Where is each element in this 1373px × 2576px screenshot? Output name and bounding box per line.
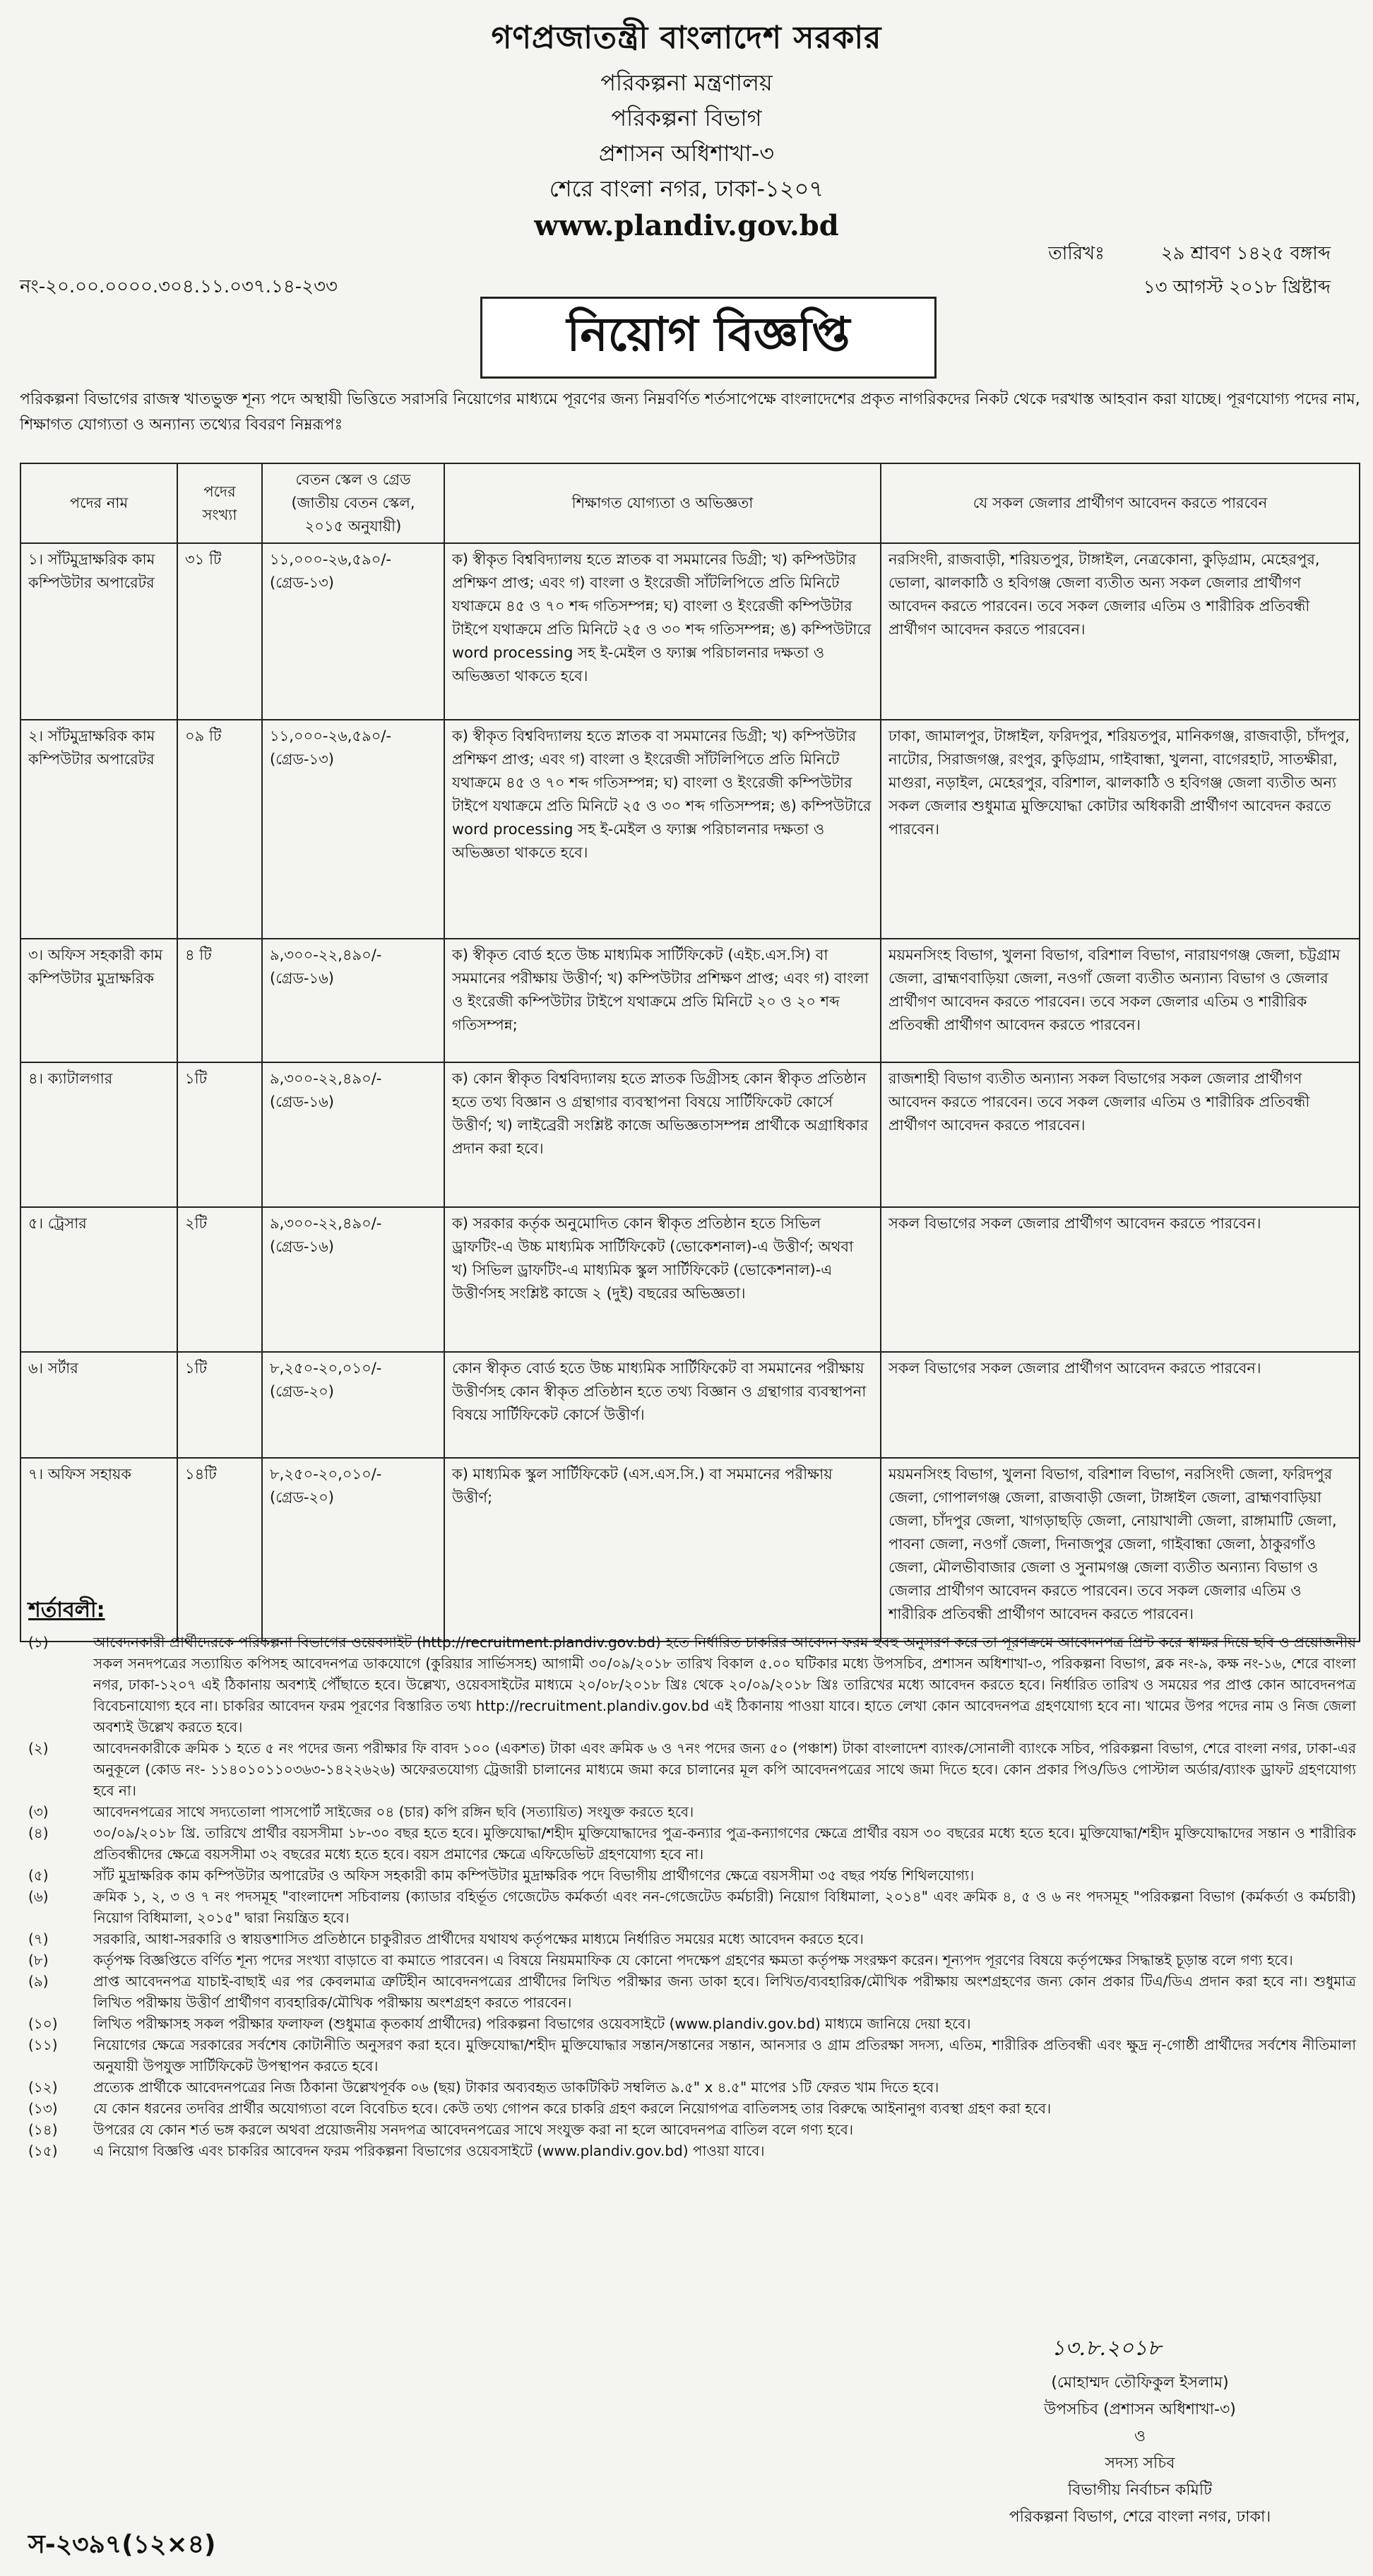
condition-number: (৪) bbox=[28, 1824, 49, 1841]
signature-block bbox=[970, 2370, 1309, 2531]
condition-number: (৫) bbox=[28, 1867, 49, 1884]
pay-scale: ৮,২৫০-২০,০১০/- (গ্রেড-২০) bbox=[262, 1458, 444, 1642]
list-item bbox=[21, 2034, 1356, 2077]
column-header: যে সকল জেলার প্রার্থীগণ আবেদন করতে পারবেন bbox=[881, 463, 1360, 543]
condition-number: (১০) bbox=[28, 2015, 58, 2032]
office-address: শেরে বাংলা নগর, ঢাকা-১২০৭ bbox=[549, 175, 824, 202]
list-item bbox=[21, 1865, 1356, 1886]
condition-number: (১১) bbox=[28, 2036, 58, 2053]
list-item bbox=[21, 1971, 1356, 2013]
date-bangla: ২৯ শ্রাবণ ১৪২৫ বঙ্গাব্দ bbox=[1160, 243, 1331, 264]
intro-paragraph: পরিকল্পনা বিভাগের রাজস্ব খাতভুক্ত শূন্য পদে অস্থায়ী ভিত্তিতে সরাসরি নিয়োগের মাধ্যমে পূরণের জন্য নিম্নবর্ণিত শর্তসাপেক্ষে বাংলাদেশের প্রকৃত নাগরিকদের নিকট থেকে দরখাস্ত আহবান করা যাচ্ছে। পূরণযোগ্য পদের নাম, শিক্ষাগত যোগ্যতা ও অন্যান্য তথ্যের বিবরণ নিম্নরূপঃ bbox=[20, 391, 1360, 434]
table-row bbox=[20, 939, 1360, 1062]
signature-and: ও bbox=[1134, 2428, 1146, 2445]
column-header: পদের নাম bbox=[20, 463, 177, 543]
list-item bbox=[21, 1822, 1356, 1865]
publication-code: স-২৩৯৭(১২×৪) bbox=[28, 2530, 216, 2559]
condition-number: (১২) bbox=[28, 2079, 58, 2096]
condition-number: (১৫) bbox=[28, 2142, 58, 2159]
post-count: ২টি bbox=[177, 1207, 262, 1352]
vacancy-table bbox=[20, 463, 1360, 1642]
condition-number: (২) bbox=[28, 1740, 49, 1757]
eligible-districts: সকল বিভাগের সকল জেলার প্রার্থীগণ আবেদন করতে পারবেন। bbox=[881, 1207, 1360, 1352]
post-count: ১টি bbox=[177, 1062, 262, 1207]
condition-number: (১৪) bbox=[28, 2121, 58, 2138]
condition-text: লিখিত পরীক্ষাসহ সকল পরীক্ষার ফলাফল (শুধুমাত্র কৃতকার্য প্রার্থীদের) পরিকল্পনা বিভাগের ওয়েবসাইটে (www.plandiv.gov.bd) মাধ্যমে জানিয়ে দেয়া হবে। bbox=[93, 2015, 971, 2032]
table-row bbox=[20, 1458, 1360, 1642]
condition-number: (১৩) bbox=[28, 2100, 58, 2117]
condition-text: আবেদনকারী প্রার্থীদেরকে পরিকল্পনা বিভাগের ওয়েবসাইট (http://recruitment.plandiv.gov.bd) হতে নির্ধারিত চাকরির আবেদন ফরম হুবহু অনুসরণ করে তা পূরণক্রমে আবেদনপত্র প্রিন্ট করে স্বাক্ষর দিয়ে ছবি ও প্রয়োজনীয় সকল সনদপত্রের সত্যায়িত কপিসহ আবেদনপত্র ডাকযোগে (কুরিয়ার সার্ভিসসহ) আগামী ৩০/০৯/২০১৮ তারিখ বিকাল ৫.০০ ঘটিকার মধ্যে উপসচিব, প্রশাসন অধিশাখা-৩, পরিকল্পনা বিভাগ, ব্লক নং-৯, কক্ষ নং-১৬, শেরে বাংলা নগর, ঢাকা-১২০৭ এই ঠিকানায় অবশ্যই পৌঁছাতে হবে। উল্লেখ্য, ওয়েবসাইটের মাধ্যমে ২০/০৮/২০১৮ খ্রিঃ থেকে ২০/০৯/২০১৮ খ্রিঃ তারিখের মধ্যে আবেদন করতে হবে। নির্ধারিত তারিখ ও সময়ের পর প্রাপ্ত কোন আবেদনপত্র বিবেচনাযোগ্য হবে না। চাকরির আবেদন ফরম পূরণের বিস্তারিত তথ্য http://recruitment.plandiv.gov.bd এই ঠিকানায় পাওয়া যাবে। হাতে লেখা কোন আবেদনপত্র গ্রহণযোগ্য হবে না। খামের উপর পদের নাম ও নিজ জেলা অবশ্যই উল্লেখ করতে হবে। bbox=[93, 1634, 1356, 1735]
column-header: শিক্ষাগত যোগ্যতা ও অভিজ্ঞতা bbox=[444, 463, 881, 543]
list-item bbox=[21, 1738, 1356, 1801]
post-count: ৪ টি bbox=[177, 939, 262, 1062]
ministry-name: পরিকল্পনা মন্ত্রণালয় bbox=[600, 69, 773, 96]
pay-scale: ১১,০০০-২৬,৫৯০/- (গ্রেড-১৩) bbox=[262, 720, 444, 939]
list-item bbox=[21, 2077, 1356, 2098]
list-item bbox=[21, 2140, 1356, 2161]
list-item bbox=[21, 1632, 1356, 1738]
branch-name: প্রশাসন অধিশাখা-৩ bbox=[598, 140, 775, 167]
condition-text: ৩০/০৯/২০১৮ খ্রি. তারিখে প্রার্থীর বয়সসীমা ১৮-৩০ বছর হতে হবে। মুক্তিযোদ্ধা/শহীদ মুক্তিযোদ্ধাদের পুত্র-কন্যার পুত্র-কন্যাগণের ক্ষেত্রে প্রার্থীর বয়স ৩০ বছরের মধ্যে হতে হবে। মুক্তিযোদ্ধা/শহীদ মুক্তিযোদ্ধাদের সন্তান ও শারীরিক প্রতিবন্ধীদের ক্ষেত্রে বয়সসীমা ৩২ বছরের মধ্যে হতে হবে। বয়স প্রমাণের ক্ষেত্রে এফিডেভিট গ্রহণযোগ্য হবে না। bbox=[93, 1824, 1356, 1863]
list-item bbox=[21, 1886, 1356, 1928]
post-count: ১৪টি bbox=[177, 1458, 262, 1642]
qualification: ক) মাধ্যমিক স্কুল সার্টিফিকেট (এস.এস.সি.) বা সমমানের পরীক্ষায় উত্তীর্ণ; bbox=[444, 1458, 881, 1642]
condition-number: (১) bbox=[28, 1634, 49, 1651]
condition-number: (৬) bbox=[28, 1888, 49, 1905]
qualification: ক) কোন স্বীকৃত বিশ্ববিদ্যালয় হতে স্নাতক ডিগ্রীসহ কোন স্বীকৃত প্রতিষ্ঠান হতে তথ্য বিজ্ঞান ও গ্রন্থাগার ব্যবস্থাপনা বিষয়ে সার্টিফিকেট কোর্সে উত্তীর্ণ; খ) লাইব্রেরী সংশ্লিষ্ট কাজে অভিজ্ঞতাসম্পন্ন প্রার্থীকে অগ্রাধিকার প্রদান করা হবে। bbox=[444, 1062, 881, 1207]
condition-number: (৩) bbox=[28, 1803, 49, 1820]
conditions-heading: শর্তাবলী: bbox=[28, 1598, 105, 1622]
post-name: ৬। সর্টার bbox=[20, 1352, 177, 1458]
post-name: ৭। অফিস সহায়ক bbox=[20, 1458, 177, 1642]
qualification: ক) স্বীকৃত বোর্ড হতে উচ্চ মাধ্যমিক সার্টিফিকেট (এইচ.এস.সি) বা সমমানের পরীক্ষায় উত্তীর্ণ; খ) কম্পিউটার প্রশিক্ষণ প্রাপ্ত; এবং গ) বাংলা ও ইংরেজী কম্পিউটার টাইপে যথাক্রমে প্রতি মিনিটে ২০ ও ২০ শব্দ গতিসম্পন্ন; bbox=[444, 939, 881, 1062]
pay-scale: ৯,৩০০-২২,৪৯০/- (গ্রেড-১৬) bbox=[262, 1207, 444, 1352]
committee-name: বিভাগীয় নির্বাচন কমিটি bbox=[1067, 2481, 1213, 2499]
post-name: ৫। ট্রেসার bbox=[20, 1207, 177, 1352]
list-item bbox=[21, 2098, 1356, 2119]
post-count: ৩১ টি bbox=[177, 543, 262, 720]
qualification: কোন স্বীকৃত বোর্ড হতে উচ্চ মাধ্যমিক সার্টিফিকেট বা সমমানের পরীক্ষায় উত্তীর্ণসহ কোন স্বীকৃত প্রতিষ্ঠান হতে তথ্য বিজ্ঞান ও গ্রন্থাগার ব্যবস্থাপনা বিষয়ে সার্টিফিকেট কোর্সে উত্তীর্ণ। bbox=[444, 1352, 881, 1458]
condition-text: সাঁট মুদ্রাক্ষরিক কাম কম্পিউটার অপারেটর ও অফিস সহকারী কাম কম্পিউটার মুদ্রাক্ষরিক পদে বিভাগীয় প্রার্থীগণের ক্ষেত্রে বয়সসীমা ৩৫ বছর পর্যন্ত শিথিলযোগ্য। bbox=[93, 1867, 975, 1884]
post-name: ১। সাঁটমুদ্রাক্ষরিক কাম কম্পিউটার অপারেটর bbox=[20, 543, 177, 720]
memo-number: নং-২০.০০.০০০০.৩০৪.১১.০৩৭.১৪-২৩৩ bbox=[20, 276, 338, 297]
condition-text: প্রাপ্ত আবেদনপত্র যাচাই-বাছাই এর পর কেবলমাত্র ত্রুটিহীন আবেদনপত্রের প্রার্থীদের লিখিত পরীক্ষার জন্য ডাকা হবে। লিখিত/ব্যবহারিক/মৌখিক পরীক্ষায় অংশগ্রহণের জন্য কোন প্রকার টিএ/ডিএ প্রদান করা হবে না। শুধুমাত্র লিখিত পরীক্ষায় উত্তীর্ণ প্রার্থীগণ ব্যবহারিক/মৌখিক পরীক্ষায় অংশগ্রহণ করতে পারবেন। bbox=[93, 1973, 1356, 2011]
eligible-districts: ময়মনসিংহ বিভাগ, খুলনা বিভাগ, বরিশাল বিভাগ, নারায়ণগঞ্জ জেলা, চট্টগ্রাম জেলা, ব্রাহ্মণবাড়িয়া জেলা, নওগাঁ জেলা ব্যতীত অন্যান্য বিভাগ ও জেলার প্রার্থীগণ আবেদন করতে পারবেন। তবে সকল জেলার এতিম ও শারীরিক প্রতিবন্ধী প্রার্থীগণ আবেদন করতে পারবেন। bbox=[881, 939, 1360, 1062]
notice-title: নিয়োগ বিজ্ঞপ্তি bbox=[480, 297, 937, 379]
condition-text: আবেদনপত্রের সাথে সদ্যতোলা পাসপোর্ট সাইজের ০৪ (চার) কপি রঙ্গিন ছবি (সত্যায়িত) সংযুক্ত করতে হবে। bbox=[93, 1803, 694, 1820]
government-title: গণপ্রজাতন্ত্রী বাংলাদেশ সরকার bbox=[491, 20, 882, 56]
eligible-districts: ঢাকা, জামালপুর, টাঙ্গাইল, ফরিদপুর, শরিয়তপুর, মানিকগঞ্জ, রাজবাড়ী, চাঁদপুর, নাটোর, সিরাজগঞ্জ, রংপুর, কুড়িগ্রাম, গাইবান্ধা, খুলনা, বাগেরহাট, সাতক্ষীরা, মাগুরা, নড়াইল, মেহেরপুর, বরিশাল, ঝালকাঠি ও হবিগঞ্জ জেলা ব্যতীত অন্য সকল জেলার শুধুমাত্র মুক্তিযোদ্ধা কোটার অধিকারী প্রার্থীগণ আবেদন করতে পারবেন। bbox=[881, 720, 1360, 939]
condition-text: ক্রমিক ১, ২, ৩ ও ৭ নং পদসমূহ "বাংলাদেশ সচিবালয় (ক্যাডার বহির্ভূত গেজেটেড কর্মকর্তা এবং নন-গেজেটেড কর্মচারী) নিয়োগ বিধিমালা, ২০১৪" এবং ক্রমিক ৪, ৫ ও ৬ নং পদসমূহ "পরিকল্পনা বিভাগ (কর্মকর্তা ও কর্মচারী) নিয়োগ বিধিমালা, ২০১৫" দ্বারা নিয়ন্ত্রিত হবে। bbox=[93, 1888, 1356, 1926]
conditions-list bbox=[21, 1632, 1356, 2161]
date-label: তারিখঃ bbox=[1048, 243, 1105, 264]
condition-number: (৯) bbox=[28, 1973, 49, 1990]
date-english: ১৩ আগস্ট ২০১৮ খ্রিষ্টাব্দ bbox=[1143, 277, 1331, 298]
division-name: পরিকল্পনা বিভাগ bbox=[611, 105, 762, 131]
handwritten-signature: ১৩.৮.২০১৮ bbox=[1051, 2336, 1161, 2361]
condition-text: কর্তৃপক্ষ বিজ্ঞপ্তিতে বর্ণিত শূন্য পদের সংখ্যা বাড়াতে বা কমাতে পারবেন। এ বিষয়ে নিয়মমাফিক যে কোনো পদক্ষেপ গ্রহণের ক্ষমতা কর্তৃপক্ষ সংরক্ষণ করেন। শূন্যপদ পূরণের বিষয়ে কর্তৃপক্ষের সিদ্ধান্তই চূড়ান্ত বলে গণ্য হবে। bbox=[93, 1952, 1293, 1969]
signatory-designation: উপসচিব (প্রশাসন অধিশাখা-৩) bbox=[1044, 2401, 1236, 2418]
condition-text: সরকারি, আধা-সরকারি ও স্বায়ত্তশাসিত প্রতিষ্ঠানে চাকুরীরত প্রার্থীদের যথাযথ কর্তৃপক্ষের মাধ্যমে নির্ধারিত সময়ের মধ্যে আবেদন করতে হবে। bbox=[93, 1930, 864, 1947]
list-item bbox=[21, 1801, 1356, 1822]
pay-scale: ১১,০০০-২৬,৫৯০/- (গ্রেড-১৩) bbox=[262, 543, 444, 720]
eligible-districts: নরসিংদী, রাজবাড়ী, শরিয়তপুর, টাঙ্গাইল, নেত্রকোনা, কুড়িগ্রাম, মেহেরপুর, ভোলা, ঝালকাঠি ও হবিগঞ্জ জেলা ব্যতীত অন্য সকল জেলার প্রার্থীগণ আবেদন করতে পারবেন। তবে সকল জেলার এতিম ও শারীরিক প্রতিবন্ধী প্রার্থীগণ আবেদন করতে পারবেন। bbox=[881, 543, 1360, 720]
condition-text: যে কোন ধরনের তদবির প্রার্থীর অযোগ্যতা বলে বিবেচিত হবে। কেউ তথ্য গোপন করে চাকরি গ্রহণ করলে নিয়োগপত্র বাতিলসহ তার বিরুদ্ধে আইনানুগ ব্যবস্থা গ্রহণ করা হবে। bbox=[93, 2100, 1052, 2117]
pay-scale: ৯,৩০০-২২,৪৯০/- (গ্রেড-১৬) bbox=[262, 939, 444, 1062]
pay-scale: ৮,২৫০-২০,০১০/- (গ্রেড-২০) bbox=[262, 1352, 444, 1458]
pay-scale: ৯,৩০০-২২,৪৯০/- (গ্রেড-১৬) bbox=[262, 1062, 444, 1207]
list-item bbox=[21, 1949, 1356, 1971]
table-row bbox=[20, 543, 1360, 720]
post-count: ১টি bbox=[177, 1352, 262, 1458]
list-item bbox=[21, 2013, 1356, 2034]
signatory-role: সদস্য সচিব bbox=[1105, 2455, 1175, 2472]
table-row bbox=[20, 1062, 1360, 1207]
signatory-name: (মোহাম্মদ তৌফিকুল ইসলাম) bbox=[1051, 2374, 1229, 2392]
post-name: ৩। অফিস সহকারী কাম কম্পিউটার মুদ্রাক্ষরিক bbox=[20, 939, 177, 1062]
table-header-row bbox=[20, 463, 1360, 543]
eligible-districts: ময়মনসিংহ বিভাগ, খুলনা বিভাগ, বরিশাল বিভাগ, নরসিংদী জেলা, ফরিদপুর জেলা, গোপালগঞ্জ জেলা, রাজবাড়ী জেলা, টাঙ্গাইল জেলা, ব্রাহ্মণবাড়িয়া জেলা, চাঁদপুর জেলা, খাগড়াছড়ি জেলা, নোয়াখালী জেলা, রাঙ্গামাটি জেলা, পাবনা জেলা, নওগাঁ জেলা, দিনাজপুর জেলা, গাইবান্ধা জেলা, ঠাকুরগাঁও জেলা, মৌলভীবাজার জেলা ও সুনামগঞ্জ জেলা ব্যতীত অন্যান্য বিভাগ ও জেলার প্রার্থীগণ আবেদন করতে পারবেন। তবে সকল জেলার এতিম ও শারীরিক প্রতিবন্ধী প্রার্থীগণ আবেদন করতে পারবেন। bbox=[881, 1458, 1360, 1642]
condition-text: উপরের যে কোন শর্ত ভঙ্গ করলে অথবা প্রয়োজনীয় সনদপত্র আবেদনপত্রের সাথে সংযুক্ত করা না হলে আবেদনপত্র বাতিল বলে গণ্য হবে। bbox=[93, 2121, 854, 2138]
list-item bbox=[21, 2119, 1356, 2140]
condition-text: এ নিয়োগ বিজ্ঞপ্তি এবং চাকরির আবেদন ফরম পরিকল্পনা বিভাগের ওয়েবসাইটে (www.plandiv.gov.bd) পাওয়া যাবে। bbox=[93, 2142, 765, 2159]
condition-text: নিয়োগের ক্ষেত্রে সরকারের সর্বশেষ কোটানীতি অনুসরণ করা হবে। মুক্তিযোদ্ধা/শহীদ মুক্তিযোদ্ধার সন্তান/সন্তানের সন্তান, আনসার ও গ্রাম প্রতিরক্ষা সদস্য, এতিম, শারীরিক প্রতিবন্ধী এবং ক্ষুদ্র নৃ-গোষ্ঠী প্রার্থীদের সর্বশেষ নীতিমালা অনুযায়ী উপযুক্ত সার্টিফিকেট উপস্থাপন করতে হবে। bbox=[93, 2036, 1356, 2075]
post-name: ২। সাঁটমুদ্রাক্ষরিক কাম কম্পিউটার অপারেটর bbox=[20, 720, 177, 939]
eligible-districts: সকল বিভাগের সকল জেলার প্রার্থীগণ আবেদন করতে পারবেন। bbox=[881, 1352, 1360, 1458]
website-link[interactable]: www.plandiv.gov.bd bbox=[534, 209, 839, 242]
qualification: ক) স্বীকৃত বিশ্ববিদ্যালয় হতে স্নাতক বা সমমানের ডিগ্রী; খ) কম্পিউটার প্রশিক্ষণ প্রাপ্ত; এবং গ) বাংলা ও ইংরেজী সাঁটলিপিতে প্রতি মিনিটে যথাক্রমে ৪৫ ও ৭০ শব্দ গতিসম্পন্ন; ঘ) বাংলা ও ইংরেজী কম্পিউটার টাইপে যথাক্রমে প্রতি মিনিটে ২৫ ও ৩০ শব্দ গতিসম্পন্ন; ঙ) কম্পিউটারে word processing সহ ই-মেইল ও ফ্যাক্স পরিচালনার দক্ষতা ও অভিজ্ঞতা থাকতে হবে। bbox=[444, 720, 881, 939]
qualification: ক) সরকার কর্তৃক অনুমোদিত কোন স্বীকৃত প্রতিষ্ঠান হতে সিভিল ড্রাফটিং-এ উচ্চ মাধ্যমিক সার্টিফিকেট (ভোকেশনাল)-এ উত্তীর্ণ; অথবা খ) সিভিল ড্রাফটিং-এ মাধ্যমিক স্কুল সার্টিফিকেট (ভোকেশনাল)-এ উত্তীর্ণসহ সংশ্লিষ্ট কাজে ২ (দুই) বছরের অভিজ্ঞতা। bbox=[444, 1207, 881, 1352]
condition-text: আবেদনকারীকে ক্রমিক ১ হতে ৫ নং পদের জন্য পরীক্ষার ফি বাবদ ১০০ (একশত) টাকা এবং ক্রমিক ৬ ও ৭নং পদের জন্য ৫০ (পঞ্চাশ) টাকা বাংলাদেশ ব্যাংক/সোনালী ব্যাংকে সচিব, পরিকল্পনা বিভাগ, শেরে বাংলা নগর, ঢাকা-এর অনুকূলে (কোড নং- ১১৪০১০১১০৩৬৩-১৪২২৬২৬) অফেরতযোগ্য ট্রেজারী চালানের মাধ্যমে জমা করে চালানের মূল কপি আবেদনপত্রের সাথে জমা দিতে হবে। কোন প্রকার পিও/ডিও পোস্টাল অর্ডার/ব্যাংক ড্রাফট গ্রহণযোগ্য হবে না। bbox=[93, 1740, 1356, 1799]
post-name: ৪। ক্যাটালগার bbox=[20, 1062, 177, 1207]
post-count: ০৯ টি bbox=[177, 720, 262, 939]
condition-number: (৮) bbox=[28, 1952, 49, 1969]
column-header: বেতন স্কেল ও গ্রেড (জাতীয় বেতন স্কেল, ২০১৫ অনুযায়ী) bbox=[262, 463, 444, 543]
table-row bbox=[20, 1207, 1360, 1352]
table-row bbox=[20, 1352, 1360, 1458]
table-row bbox=[20, 720, 1360, 939]
qualification: ক) স্বীকৃত বিশ্ববিদ্যালয় হতে স্নাতক বা সমমানের ডিগ্রী; খ) কম্পিউটার প্রশিক্ষণ প্রাপ্ত; এবং গ) বাংলা ও ইংরেজী সাঁটলিপিতে প্রতি মিনিটে যথাক্রমে ৪৫ ও ৭০ শব্দ গতিসম্পন্ন; ঘ) বাংলা ও ইংরেজী কম্পিউটার টাইপে যথাক্রমে প্রতি মিনিটে ২৫ ও ৩০ শব্দ গতিসম্পন্ন; ঙ) কম্পিউটারে word processing সহ ই-মেইল ও ফ্যাক্স পরিচালনার দক্ষতা ও অভিজ্ঞতা থাকতে হবে। bbox=[444, 543, 881, 720]
condition-number: (৭) bbox=[28, 1930, 49, 1947]
eligible-districts: রাজশাহী বিভাগ ব্যতীত অন্যান্য সকল বিভাগের সকল জেলার প্রার্থীগণ আবেদন করতে পারবেন। তবে সকল জেলার এতিম ও শারীরিক প্রতিবন্ধী প্রার্থীগণ আবেদন করতে পারবেন। bbox=[881, 1062, 1360, 1207]
column-header: পদের সংখ্যা bbox=[177, 463, 262, 543]
list-item bbox=[21, 1928, 1356, 1949]
office-name: পরিকল্পনা বিভাগ, শেরে বাংলা নগর, ঢাকা। bbox=[1009, 2508, 1271, 2526]
condition-text: প্রত্যেক প্রার্থীকে আবেদনপত্রের নিজ ঠিকানা উল্লেখপূর্বক ০৬ (ছয়) টাকার অব্যবহৃত ডাকটিকিট সম্বলিত ৯.৫" x ৪.৫" মাপের ১টি ফেরত খাম দিতে হবে। bbox=[93, 2079, 939, 2096]
